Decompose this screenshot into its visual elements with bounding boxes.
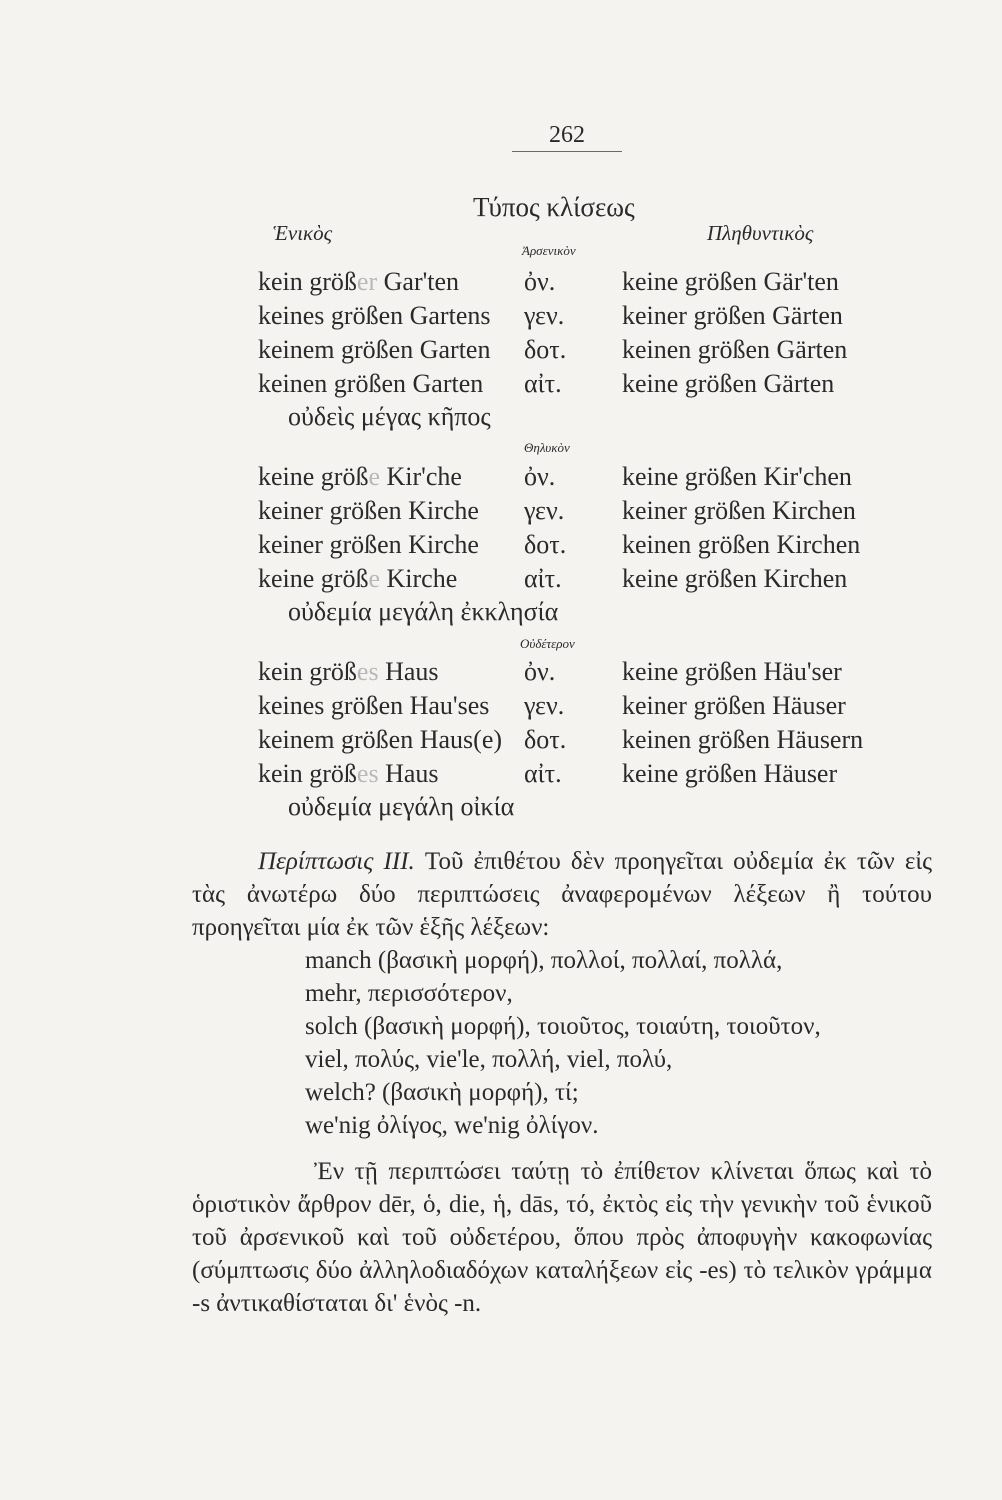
table-row-plural: keine größen Kir'chen	[622, 462, 852, 491]
table-row-singular: keiner größen Kirche	[258, 496, 479, 525]
table-row-plural: keiner größen Gärten	[622, 301, 843, 330]
singular-heading: Ἑνικὸς	[273, 221, 333, 245]
case-label: δοτ.	[524, 725, 567, 754]
table-row-singular: keines größen Gartens	[258, 301, 491, 330]
case-label: γεν.	[524, 301, 565, 330]
table-row-plural: keine größen Gär'ten	[622, 267, 839, 296]
table-row-singular: kein größer Gar'ten	[258, 267, 460, 296]
table-row-plural: keine größen Häu'ser	[622, 657, 842, 686]
table-row-plural: keinen größen Kirchen	[622, 530, 861, 559]
case-label: αἰτ.	[524, 369, 562, 398]
table-row-plural: keine größen Kirchen	[622, 564, 848, 593]
table-row-plural: keinen größen Gärten	[622, 335, 848, 364]
table-row-singular: keine größe Kirche	[258, 564, 458, 593]
gender-label-neuter: Οὐδέτερον	[520, 636, 575, 651]
table-row-plural: keiner größen Kirchen	[622, 496, 856, 525]
section-heading: Περίπτωσις III.	[258, 848, 415, 875]
case-label: γεν.	[524, 691, 565, 720]
table-row-singular: keinem größen Haus(e)	[258, 725, 503, 754]
case-label: ὀν.	[524, 267, 556, 296]
gender-label-masculine: Ἀρσενικὸν	[522, 243, 576, 258]
page-number-rule	[512, 151, 622, 152]
list-item: solch (βασικὴ μορφή), τοιοῦτος, τοιαύτη, τοιοῦτον,	[305, 1013, 821, 1040]
case-label: δοτ.	[524, 530, 567, 559]
list-item: viel, πολύς, vie'le, πολλή, viel, πολύ,	[305, 1046, 673, 1073]
translation: οὐδεμία μεγάλη οἰκία	[288, 792, 515, 821]
table-row-singular: keines größen Hau'ses	[258, 691, 490, 720]
case-label: δοτ.	[524, 335, 567, 364]
case-label: αἰτ.	[524, 564, 562, 593]
case-label: ὀν.	[524, 657, 556, 686]
table-row-singular: kein größes Haus	[258, 657, 439, 686]
plural-heading: Πληθυντικὸς	[707, 221, 814, 245]
table-row-singular: keiner größen Kirche	[258, 530, 479, 559]
section-intro-paragraph: Περίπτωσις III. Τοῦ ἐπιθέτου δὲν προηγεῖται οὐδεμία ἐκ τῶν εἰς τὰς ἀνωτέρω δύο περιπτώσεις ἀναφερομένων λέξεων ἢ τούτου προηγεῖται μία ἐκ τῶν ἑξῆς λέξεων:	[192, 848, 932, 941]
case-label: ὀν.	[524, 462, 556, 491]
table-row-singular: keinen größen Garten	[258, 369, 484, 398]
closing-paragraph: Ἐν τῇ περιπτώσει ταύτῃ τὸ ἐπίθετον κλίνεται ὅπως καὶ τὸ ὁριστικὸν ἄρθρον dēr, ὁ, die, ἡ, dās, τό, ἐκτὸς εἰς τὴν γενικὴν τοῦ ἑνικοῦ τοῦ ἀρσενικοῦ καὶ τοῦ οὐδετέρου, ὅπου πρὸς ἀποφυγὴν κακοφωνίας (σύμπτωσις δύο ἀλληλοδιαδόχων καταλήξεων εἰς -es) τὸ τελικὸν γράμμα -s ἀντικαθίσταται δι' ἑνὸς -n.	[192, 1158, 932, 1317]
table-row-plural: keinen größen Häusern	[622, 725, 864, 754]
table-row-singular: keinem größen Garten	[258, 335, 491, 364]
table-row-plural: keine größen Gärten	[622, 369, 835, 398]
table-row-plural: keine größen Häuser	[622, 759, 838, 788]
table-row-singular: keine größe Kir'che	[258, 462, 462, 491]
table-row-plural: keiner größen Häuser	[622, 691, 846, 720]
case-label: αἰτ.	[524, 759, 562, 788]
list-item: welch? (βασικὴ μορφή), τί;	[305, 1079, 579, 1106]
table-title: Τύπος κλίσεως	[473, 192, 635, 222]
table-row-singular: kein größes Haus	[258, 759, 439, 788]
list-item: manch (βασικὴ μορφή), πολλοί, πολλαί, πολλά,	[305, 947, 783, 974]
list-item: we'nig ὀλίγος, we'nig ὀλίγον.	[305, 1112, 599, 1139]
case-label: γεν.	[524, 496, 565, 525]
page-number: 262	[549, 122, 585, 148]
gender-label-feminine: Θηλυκὸν	[524, 440, 570, 455]
translation: οὐδεὶς μέγας κῆπος	[288, 402, 491, 431]
translation: οὐδεμία μεγάλη ἐκκλησία	[288, 597, 559, 626]
list-item: mehr, περισσότερον,	[305, 980, 513, 1007]
